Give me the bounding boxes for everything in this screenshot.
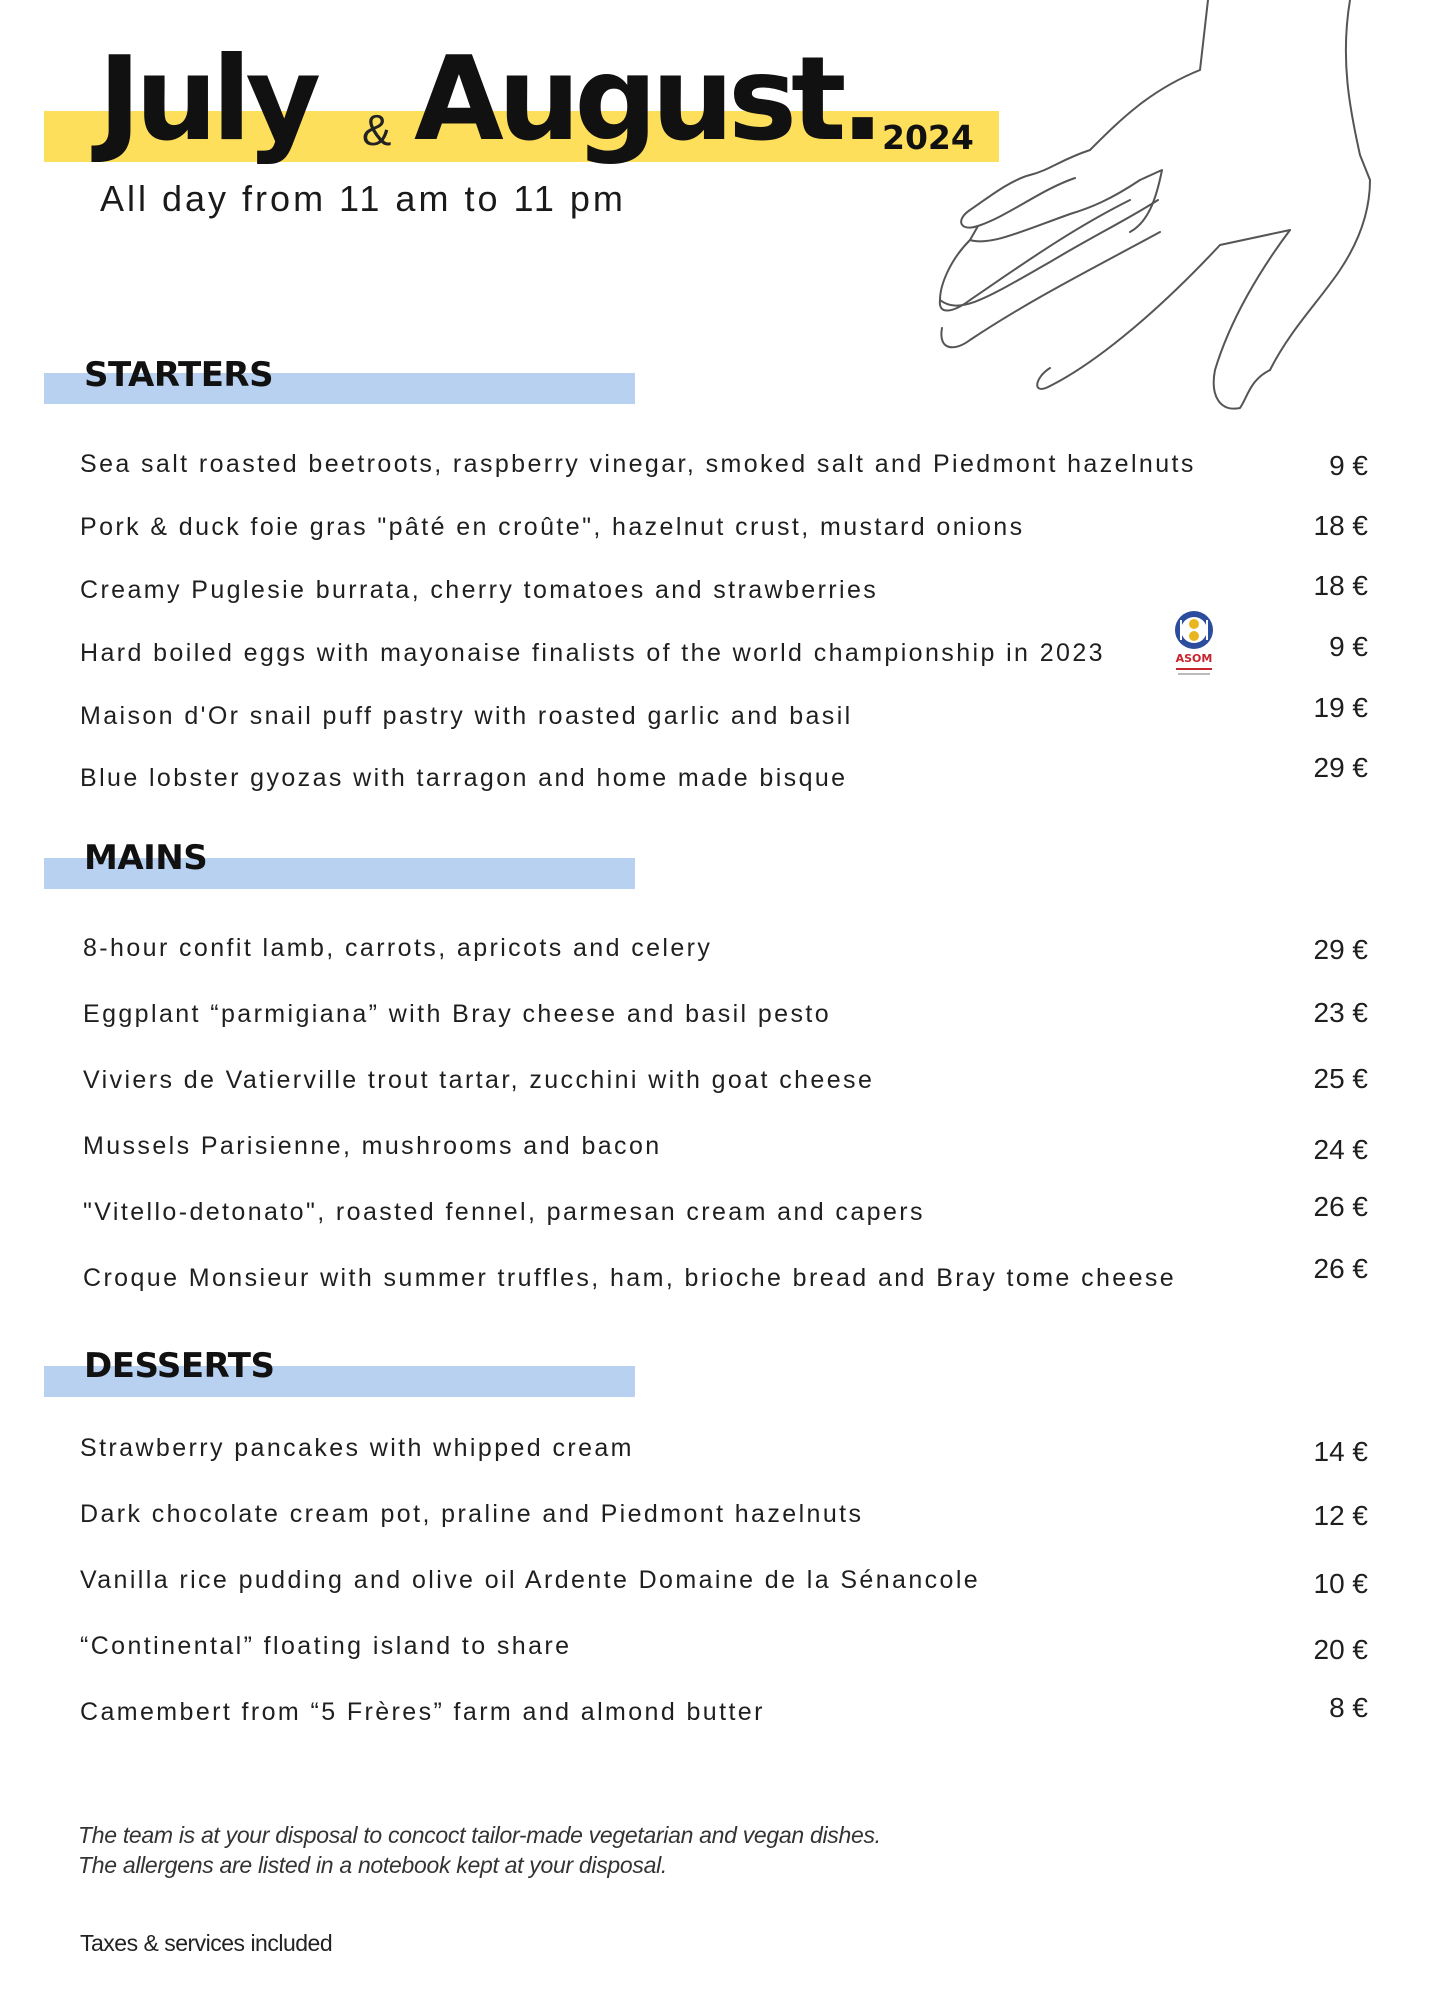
title-year: 2024 [882,118,974,157]
menu-item: Blue lobster gyozas with tarragon and home made bisque [80,764,848,792]
menu-item: Sea salt roasted beetroots, raspberry vinegar, smoked salt and Piedmont hazelnuts [80,450,1196,478]
menu-item: Pork & duck foie gras "pâté en croûte", hazelnut crust, mustard onions [80,513,1025,541]
menu-item-price: 12 € [1313,1500,1368,1531]
badge-label: ASOM [1175,652,1213,665]
menu-item: 8-hour confit lamb, carrots, apricots and celery [83,934,713,962]
menu-item: Hard boiled eggs with mayonaise finalists of the world championship in 2023 [80,639,1105,667]
taxes-note: Taxes & services included [80,1930,333,1956]
menu-item-price: 8 € [1329,1692,1368,1723]
menu-item-price: 9 € [1329,631,1368,662]
menu-item-price: 18 € [1313,570,1368,601]
menu-item: Viviers de Vatierville trout tartar, zucchini with goat cheese [83,1066,875,1094]
menu-item-price: 19 € [1313,692,1368,723]
menu-item-price: 26 € [1313,1253,1368,1284]
menu-item-price: 25 € [1313,1063,1368,1094]
menu-item: Dark chocolate cream pot, praline and Piedmont hazelnuts [80,1500,864,1528]
menu-item-price: 18 € [1313,510,1368,541]
asom-championship-badge-icon [1172,610,1216,680]
menu-item: Vanilla rice pudding and olive oil Ardente Domaine de la Sénancole [80,1566,981,1594]
menu-item-price: 24 € [1313,1134,1368,1165]
menu-item-price: 23 € [1313,997,1368,1028]
menu-item-price: 26 € [1313,1191,1368,1222]
menu-item: Maison d'Or snail puff pastry with roasted garlic and basil [80,702,853,730]
opening-hours: All day from 11 am to 11 pm [100,178,626,219]
menu-item: Eggplant “parmigiana” with Bray cheese and basil pesto [83,1000,832,1028]
allergens-note: The allergens are listed in a notebook kept at your disposal. [78,1852,668,1878]
menu-item: Mussels Parisienne, mushrooms and bacon [83,1132,662,1160]
menu-item: Creamy Puglesie burrata, cherry tomatoes and strawberries [80,576,879,604]
menu-item: “Continental” floating island to share [80,1632,572,1660]
hand-illustration [930,0,1380,420]
desserts-heading: DESSERTS [84,1346,275,1386]
menu-item: Strawberry pancakes with whipped cream [80,1434,634,1462]
menu-item-price: 14 € [1313,1436,1368,1467]
menu-item-price: 29 € [1313,934,1368,965]
mains-heading: MAINS [84,838,208,878]
starters-heading: STARTERS [84,355,274,395]
title-month-july: July [98,32,316,167]
menu-item-price: 9 € [1329,450,1368,481]
menu-item-price: 10 € [1313,1568,1368,1599]
vegetarian-note: The team is at your disposal to concoct tailor-made vegetarian and vegan dishes. [78,1822,881,1848]
menu-item: Croque Monsieur with summer truffles, ham, brioche bread and Bray tome cheese [83,1264,1177,1292]
menu-item-price: 29 € [1313,752,1368,783]
menu-item: "Vitello-detonato", roasted fennel, parmesan cream and capers [83,1198,925,1226]
title-ampersand: & [362,106,392,155]
title-month-august: August. [414,32,879,167]
menu-item-price: 20 € [1313,1634,1368,1665]
menu-item: Camembert from “5 Frères” farm and almond butter [80,1698,765,1726]
